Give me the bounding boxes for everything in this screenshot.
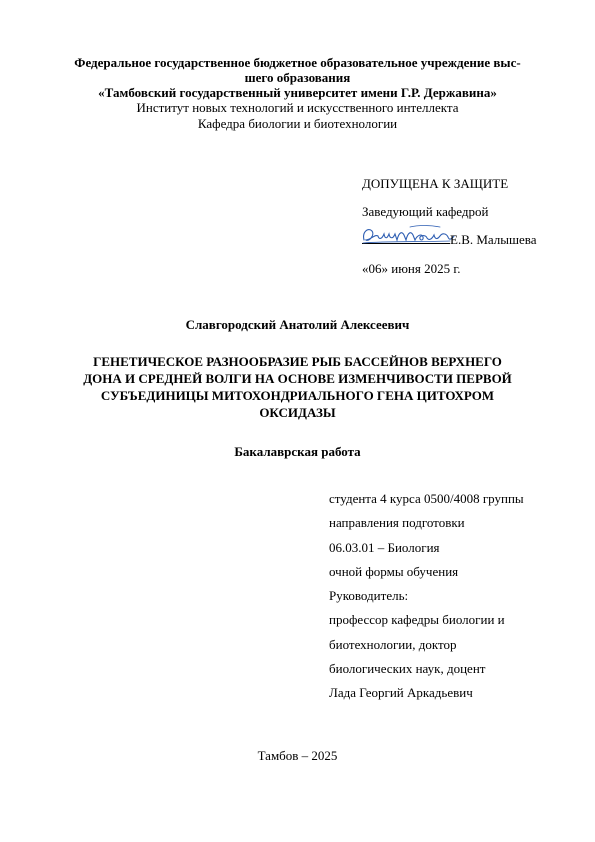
info-line: студента 4 курса 0500/4008 группы [329,491,524,506]
city-year: Тамбов – 2025 [257,748,338,763]
title-line: СУБЪЕДИНИЦЫ МИТОХОНДРИАЛЬНОГО ГЕНА ЦИТОХРОМ [100,388,495,403]
info-line: Руководитель: [329,588,409,604]
info-line: профессор кафедры биологии и [329,612,505,628]
info-line: 06.03.01 – Биология [329,539,440,555]
author-name: Славгородский Анатолий Алексеевич [185,317,410,332]
info-line: очной формы обучения [329,563,459,579]
approver-name: Е.В. Малышева [450,232,537,247]
signature-image [360,222,456,248]
institution-line-1: Федеральное государственное бюджетное образовательное учреждение выс- [74,55,521,70]
info-line: Лада Георгий Аркадьевич [329,685,473,701]
info-line: направления подготовки [329,515,465,531]
thesis-title [70,353,525,421]
institution-line-2: шего образования [244,70,351,85]
student-info [329,490,579,709]
approval-role: Заведующий кафедрой [362,204,489,219]
approval-date: «06» июня 2025 г. [362,261,461,276]
title-line: ОКСИДАЗЫ [259,405,336,420]
institute-name: Институт новых технологий и искусственного интеллекта [136,100,459,115]
title-line: ГЕНЕТИЧЕСКОЕ РАЗНООБРАЗИЕ РЫБ БАССЕЙНОВ ВЕРХНЕГО [93,354,502,369]
title-line: ДОНА И СРЕДНЕЙ ВОЛГИ НА ОСНОВЕ ИЗМЕНЧИВОСТИ ПЕРВОЙ [83,371,512,386]
info-line: биотехнологии, доктор [329,636,457,652]
department-name: Кафедра биологии и биотехнологии [197,116,398,131]
work-type: Бакалаврская работа [234,444,361,459]
university-name: «Тамбовский государственный университет имени Г.Р. Державина» [98,85,497,100]
info-line: биологических наук, доцент [329,661,486,677]
approval-status: ДОПУЩЕНА К ЗАЩИТЕ [362,176,509,191]
